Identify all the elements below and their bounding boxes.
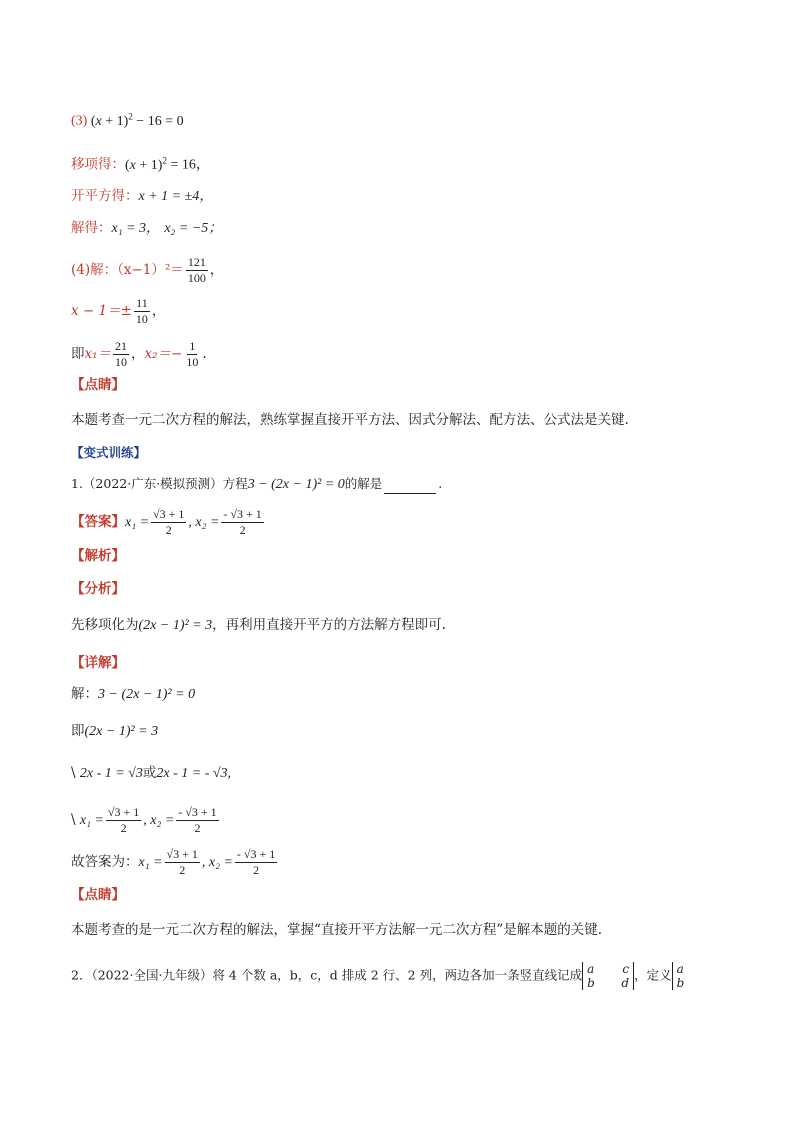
numerator: 11	[136, 296, 148, 310]
fraction	[151, 508, 186, 537]
numerator: 1	[189, 339, 196, 353]
tail: ，	[151, 303, 166, 319]
entry-a: a	[587, 962, 595, 976]
question-prefix: 1.（2022·广东·模拟预测）方程	[71, 476, 248, 491]
denominator: 2	[194, 821, 201, 835]
or-word: 或	[142, 765, 157, 781]
x2-label: , x₂ =	[201, 855, 233, 870]
constant: 16	[147, 113, 162, 129]
fraction	[235, 848, 277, 877]
label: 故答案为：	[71, 854, 139, 870]
question-text-b: ，定义	[634, 967, 672, 983]
text-b: ，再利用直接开平方的方法解方程即可.	[212, 617, 446, 633]
x2-label: x₂＝−	[144, 346, 183, 362]
numerator: - √3 + 1	[178, 805, 217, 819]
x1-label: x₁＝	[84, 346, 112, 362]
item-label: (3)	[71, 113, 88, 129]
item-4-line3	[71, 340, 207, 369]
eq-tail: = 0	[165, 113, 184, 129]
entry-a: a	[676, 962, 684, 976]
question-2	[71, 962, 691, 990]
detail-line-2	[71, 722, 158, 741]
therefore-symbol: \	[71, 765, 76, 781]
section-fenxi: 【分析】	[71, 581, 125, 597]
numerator: - √3 + 1	[223, 507, 262, 521]
sqrt-step	[71, 187, 213, 206]
section-dianjing-2: 【点睛】	[71, 887, 125, 903]
numerator: 121	[187, 255, 206, 269]
numerator: - √3 + 1	[236, 847, 276, 861]
dianjing-2-text: 本题考查的是一元二次方程的解法，掌握“直接开平方法解一元二次方程”是解本题的关键.	[71, 922, 603, 938]
equation: (2x − 1)² = 3	[138, 618, 213, 633]
label: 解：	[71, 686, 98, 702]
item-3-equation: (3) $(x + 1)^2 - 16 = 0$	[71, 111, 184, 129]
denominator: 100	[187, 271, 206, 285]
entry-d: d	[621, 976, 630, 990]
detail-line-4	[71, 806, 221, 835]
equation: (2x − 1)² = 3	[84, 724, 159, 739]
step-label: 开平方得：	[71, 188, 139, 204]
root-2: x₂ = −5；	[164, 221, 223, 236]
therefore-symbol: \	[71, 812, 76, 828]
x2-label: , x₂ =	[188, 515, 220, 530]
denominator: 10	[135, 312, 148, 326]
entry-b: b	[676, 976, 685, 990]
denominator: 10	[186, 355, 199, 369]
entry-c: c	[622, 962, 630, 976]
determinant-partial	[672, 962, 691, 990]
dianjing-1-text: 本题考查一元二次方程的解法，熟练掌握直接开平方法、因式分解法、配方法、公式法是关键.	[71, 412, 629, 428]
fenxi-text	[71, 616, 446, 635]
equation: 3 − (2x − 1)² = 0	[98, 687, 196, 702]
x1-label: x₁ =	[138, 855, 163, 870]
detail-line-5	[71, 848, 279, 877]
answer-title: 【答案】	[71, 514, 125, 530]
tail: ，	[209, 262, 224, 278]
lhs: x − 1＝±	[71, 303, 132, 319]
x1-label: x₁ =	[79, 813, 104, 828]
section-dianjing-1: 【点睛】	[71, 377, 125, 393]
question-text: 2．（2022·全国·九年级）将 4 个数 a，b，c，d 排成 2 行、2 列，两边各加一条竖直线记成	[71, 967, 583, 983]
move-step: 移项得：$(x + 1)^2 = 16$，	[71, 155, 210, 173]
section-xiangjie: 【详解】	[71, 655, 125, 671]
fraction	[184, 340, 200, 369]
question-equation: 3 − (2x − 1)² = 0	[247, 477, 345, 492]
item-4-line1	[71, 256, 223, 285]
question-end: .	[438, 476, 443, 491]
denominator: 2	[179, 863, 186, 877]
fraction	[186, 256, 208, 285]
separator: ，	[131, 346, 145, 362]
section-jiexi: 【解析】	[71, 548, 125, 564]
answer-blank	[384, 479, 436, 494]
item-label: (4)解：（x−1）²＝	[71, 262, 184, 278]
answer-line	[71, 508, 266, 537]
detail-line-3	[71, 764, 231, 783]
text-a: 先移项化为	[71, 617, 139, 633]
determinant	[582, 962, 634, 990]
question-suffix: 的解是	[344, 476, 383, 491]
label: 即	[71, 346, 85, 362]
section-bianshi: 【变式训练】	[71, 445, 147, 460]
denominator: 2	[165, 523, 172, 537]
x1-label: x₁ =	[125, 515, 150, 530]
item-4-line2	[71, 297, 165, 326]
x2-label: , x₂ =	[143, 813, 175, 828]
fraction	[165, 848, 200, 877]
numerator: 21	[115, 339, 128, 353]
tail: .	[202, 346, 207, 362]
numerator: √3 + 1	[107, 805, 140, 819]
detail-line-1	[71, 685, 195, 704]
step-rhs: = 16，	[170, 157, 210, 173]
step-label: 解得：	[71, 220, 112, 236]
equation-1: 2x - 1 = √3	[79, 766, 143, 781]
numerator: √3 + 1	[166, 847, 198, 861]
numerator: √3 + 1	[153, 507, 185, 521]
fraction	[113, 340, 129, 369]
entry-b: b	[587, 976, 595, 990]
denominator: 2	[239, 523, 246, 537]
label: 即	[71, 723, 85, 739]
denominator: 10	[115, 355, 128, 369]
question-1	[71, 475, 442, 494]
root-1: x₁ = 3，	[111, 221, 161, 236]
fraction	[106, 806, 141, 835]
step-label: 移项得：	[71, 156, 125, 173]
denominator: 2	[120, 821, 127, 835]
denominator: 2	[253, 863, 260, 877]
fraction	[134, 297, 150, 326]
equation-2: 2x - 1 = - √3,	[156, 766, 232, 781]
solve-step	[71, 219, 222, 238]
fraction	[176, 806, 218, 835]
fraction	[221, 508, 263, 537]
step-eq: x + 1 = ±4，	[138, 189, 214, 204]
